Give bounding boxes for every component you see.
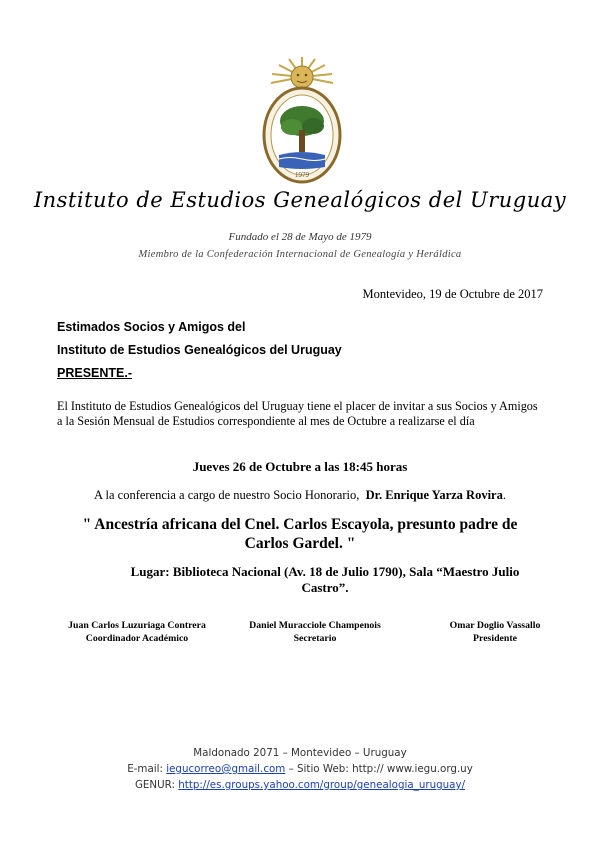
conference-title [60,515,540,553]
present-line: PRESENTE.- [57,366,133,380]
conference-title-line-2: Carlos Gardel. " [244,535,356,552]
membership-line: Miembro de la Confederación Internacional de Genealogía y Heráldica [138,249,462,260]
email-link[interactable]: iegucorreo@gmail.com [166,763,286,775]
tree-trunk [299,130,305,152]
sun-face [291,66,313,88]
letter-date: Montevideo, 19 de Octubre de 2017 [362,287,543,301]
institute-emblem-icon [259,55,345,197]
event-location-line-2: Castro”. [301,580,349,595]
signatory-role: Coordinador Académico [85,633,189,644]
signatory-name: Daniel Muracciole Champenois [249,620,381,631]
genur-link[interactable]: http://es.groups.yahoo.com/group/genealogia_uruguay/ [178,779,466,791]
founded-date: Fundado el 28 de Mayo de 1979 [228,231,372,243]
signatory-role: Presidente [473,633,517,644]
conference-line: A la conferencia a cargo de nuestro Socio Honorario, Dr. Enrique Yarza Rovira. [94,488,506,502]
signatory-name: Omar Doglio Vassallo [449,620,541,631]
conference-title-line-1: " Ancestría africana del Cnel. Carlos Escayola, presunto padre de [82,516,518,533]
website-label: – Sitio Web: http:// www.iegu.org.uy [288,763,473,775]
conference-prefix: A la conferencia a cargo de nuestro Socio Honorario, [94,488,360,502]
signatory [230,619,400,645]
footer-address: Maldonado 2071 – Montevideo – Uruguay [193,747,407,759]
genur-label: GENUR: [134,779,175,791]
signatory-name: Juan Carlos Luzuriaga Contrera [68,620,206,631]
greeting-line-2: Instituto de Estudios Genealógicos del Uruguay [57,343,342,357]
speaker-name: Dr. Enrique Yarza Rovira [365,488,503,502]
signatory [42,619,232,645]
emblem-year: 1979 [295,171,309,179]
event-datetime: Jueves 26 de Octubre a las 18:45 horas [192,459,408,474]
signatory-role: Secretario [293,633,337,644]
institute-name: Instituto de Estudios Genealógicos del Uruguay [33,188,567,212]
email-label: E-mail: [127,763,163,775]
footer-genur [0,779,600,791]
signatory [425,619,565,645]
intro-paragraph: El Instituto de Estudios Genealógicos del Uruguay tiene el placer de invitar a sus Socios y Amigos a la Sesión Mensual de Estudios correspondiente al mes de Octubre a realizarse el día [57,399,538,428]
event-location-line-1: Lugar: Biblioteca Nacional (Av. 18 de Julio 1790), Sala “Maestro Julio [130,564,520,579]
event-location [115,564,535,596]
footer-contact [0,763,600,775]
greeting-line-1: Estimados Socios y Amigos del [57,320,246,334]
